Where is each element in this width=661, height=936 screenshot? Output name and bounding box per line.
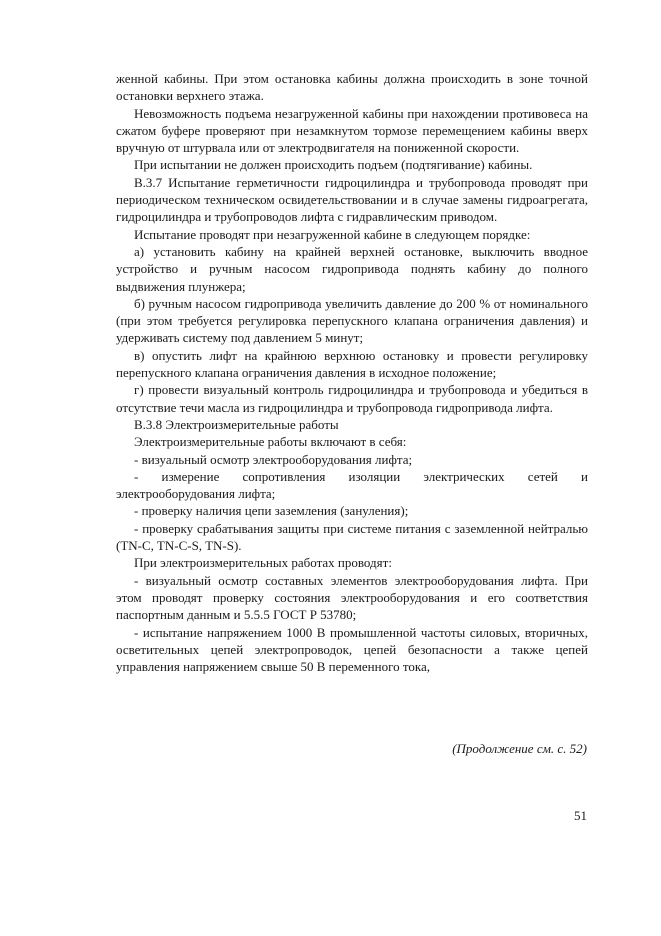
section-paragraph: В.3.7 Испытание герметичности гидроцилиндра и трубопровода проводят при периодическом техническом освидетельствовании и в случае замены гидроагрегата, гидроцилиндра и трубопроводов лифта с гидравлическим приводом.	[116, 174, 588, 225]
list-item: б) ручным насосом гидропривода увеличить давление до 200 % от номинального (при этом требуется регулировка перепускного клапана ограничения давления) и удерживать систему под давлением 5 минут;	[116, 295, 588, 346]
page-number: 51	[574, 808, 587, 823]
list-item: - проверку наличия цепи заземления (зануления);	[134, 503, 409, 519]
section-heading: В.3.8 Электроизмерительные работы	[134, 416, 339, 432]
list-item: - визуальный осмотр электрооборудования лифта;	[134, 451, 413, 467]
list-item: - измерение сопротивления изоляции электрических сетей и электрооборудования лифта;	[116, 468, 588, 502]
paragraph: Электроизмерительные работы включают в себя:	[134, 434, 407, 450]
list-item: а) установить кабину на крайней верхней остановке, выключить вводное устройство и ручным насосом гидропривода поднять кабину до полного выдвижения плунжера;	[116, 243, 588, 294]
list-item: - испытание напряжением 1000 В промышленной частоты силовых, вторичных, осветительных цепей электропроводок, цепей безопасности а также цепей управления напряжением свыше 50 В переменного тока,	[116, 624, 588, 675]
paragraph: При испытании не должен происходить подъем (подтягивание) кабины.	[134, 157, 533, 173]
list-item: - визуальный осмотр составных элементов электрооборудования лифта. При этом проводят проверку состояния электрооборудования и его соответствия паспортным данным и 5.5.5 ГОСТ Р 53780;	[116, 572, 588, 623]
paragraph: Испытание проводят при незагруженной кабине в следующем порядке:	[134, 226, 531, 242]
continuation-note: (Продолжение см. с. 52)	[452, 741, 587, 756]
list-item: - проверку срабатывания защиты при системе питания с заземленной нейтралью (TN-C, TN-C-S, TN-S).	[116, 520, 588, 554]
paragraph: Невозможность подъема незагруженной кабины при нахождении противовеса на сжатом буфере проверяют при незамкнутом тормозе перемещением кабины вверх вручную от штурвала или от электродвигателя на пониженной скорости.	[116, 105, 588, 156]
paragraph: При электроизмерительных работах проводят:	[134, 555, 392, 571]
paragraph: женной кабины. При этом остановка кабины должна происходить в зоне точной остановки верхнего этажа.	[116, 71, 588, 104]
list-item: в) опустить лифт на крайнюю верхнюю остановку и провести регулировку перепускного клапана ограничения давления в исходное положение;	[116, 347, 588, 381]
body-text	[116, 70, 588, 675]
list-item: г) провести визуальный контроль гидроцилиндра и трубопровода и убедиться в отсутствие течи масла из гидроцилиндра и трубопровода гидропривода лифта.	[116, 382, 588, 415]
